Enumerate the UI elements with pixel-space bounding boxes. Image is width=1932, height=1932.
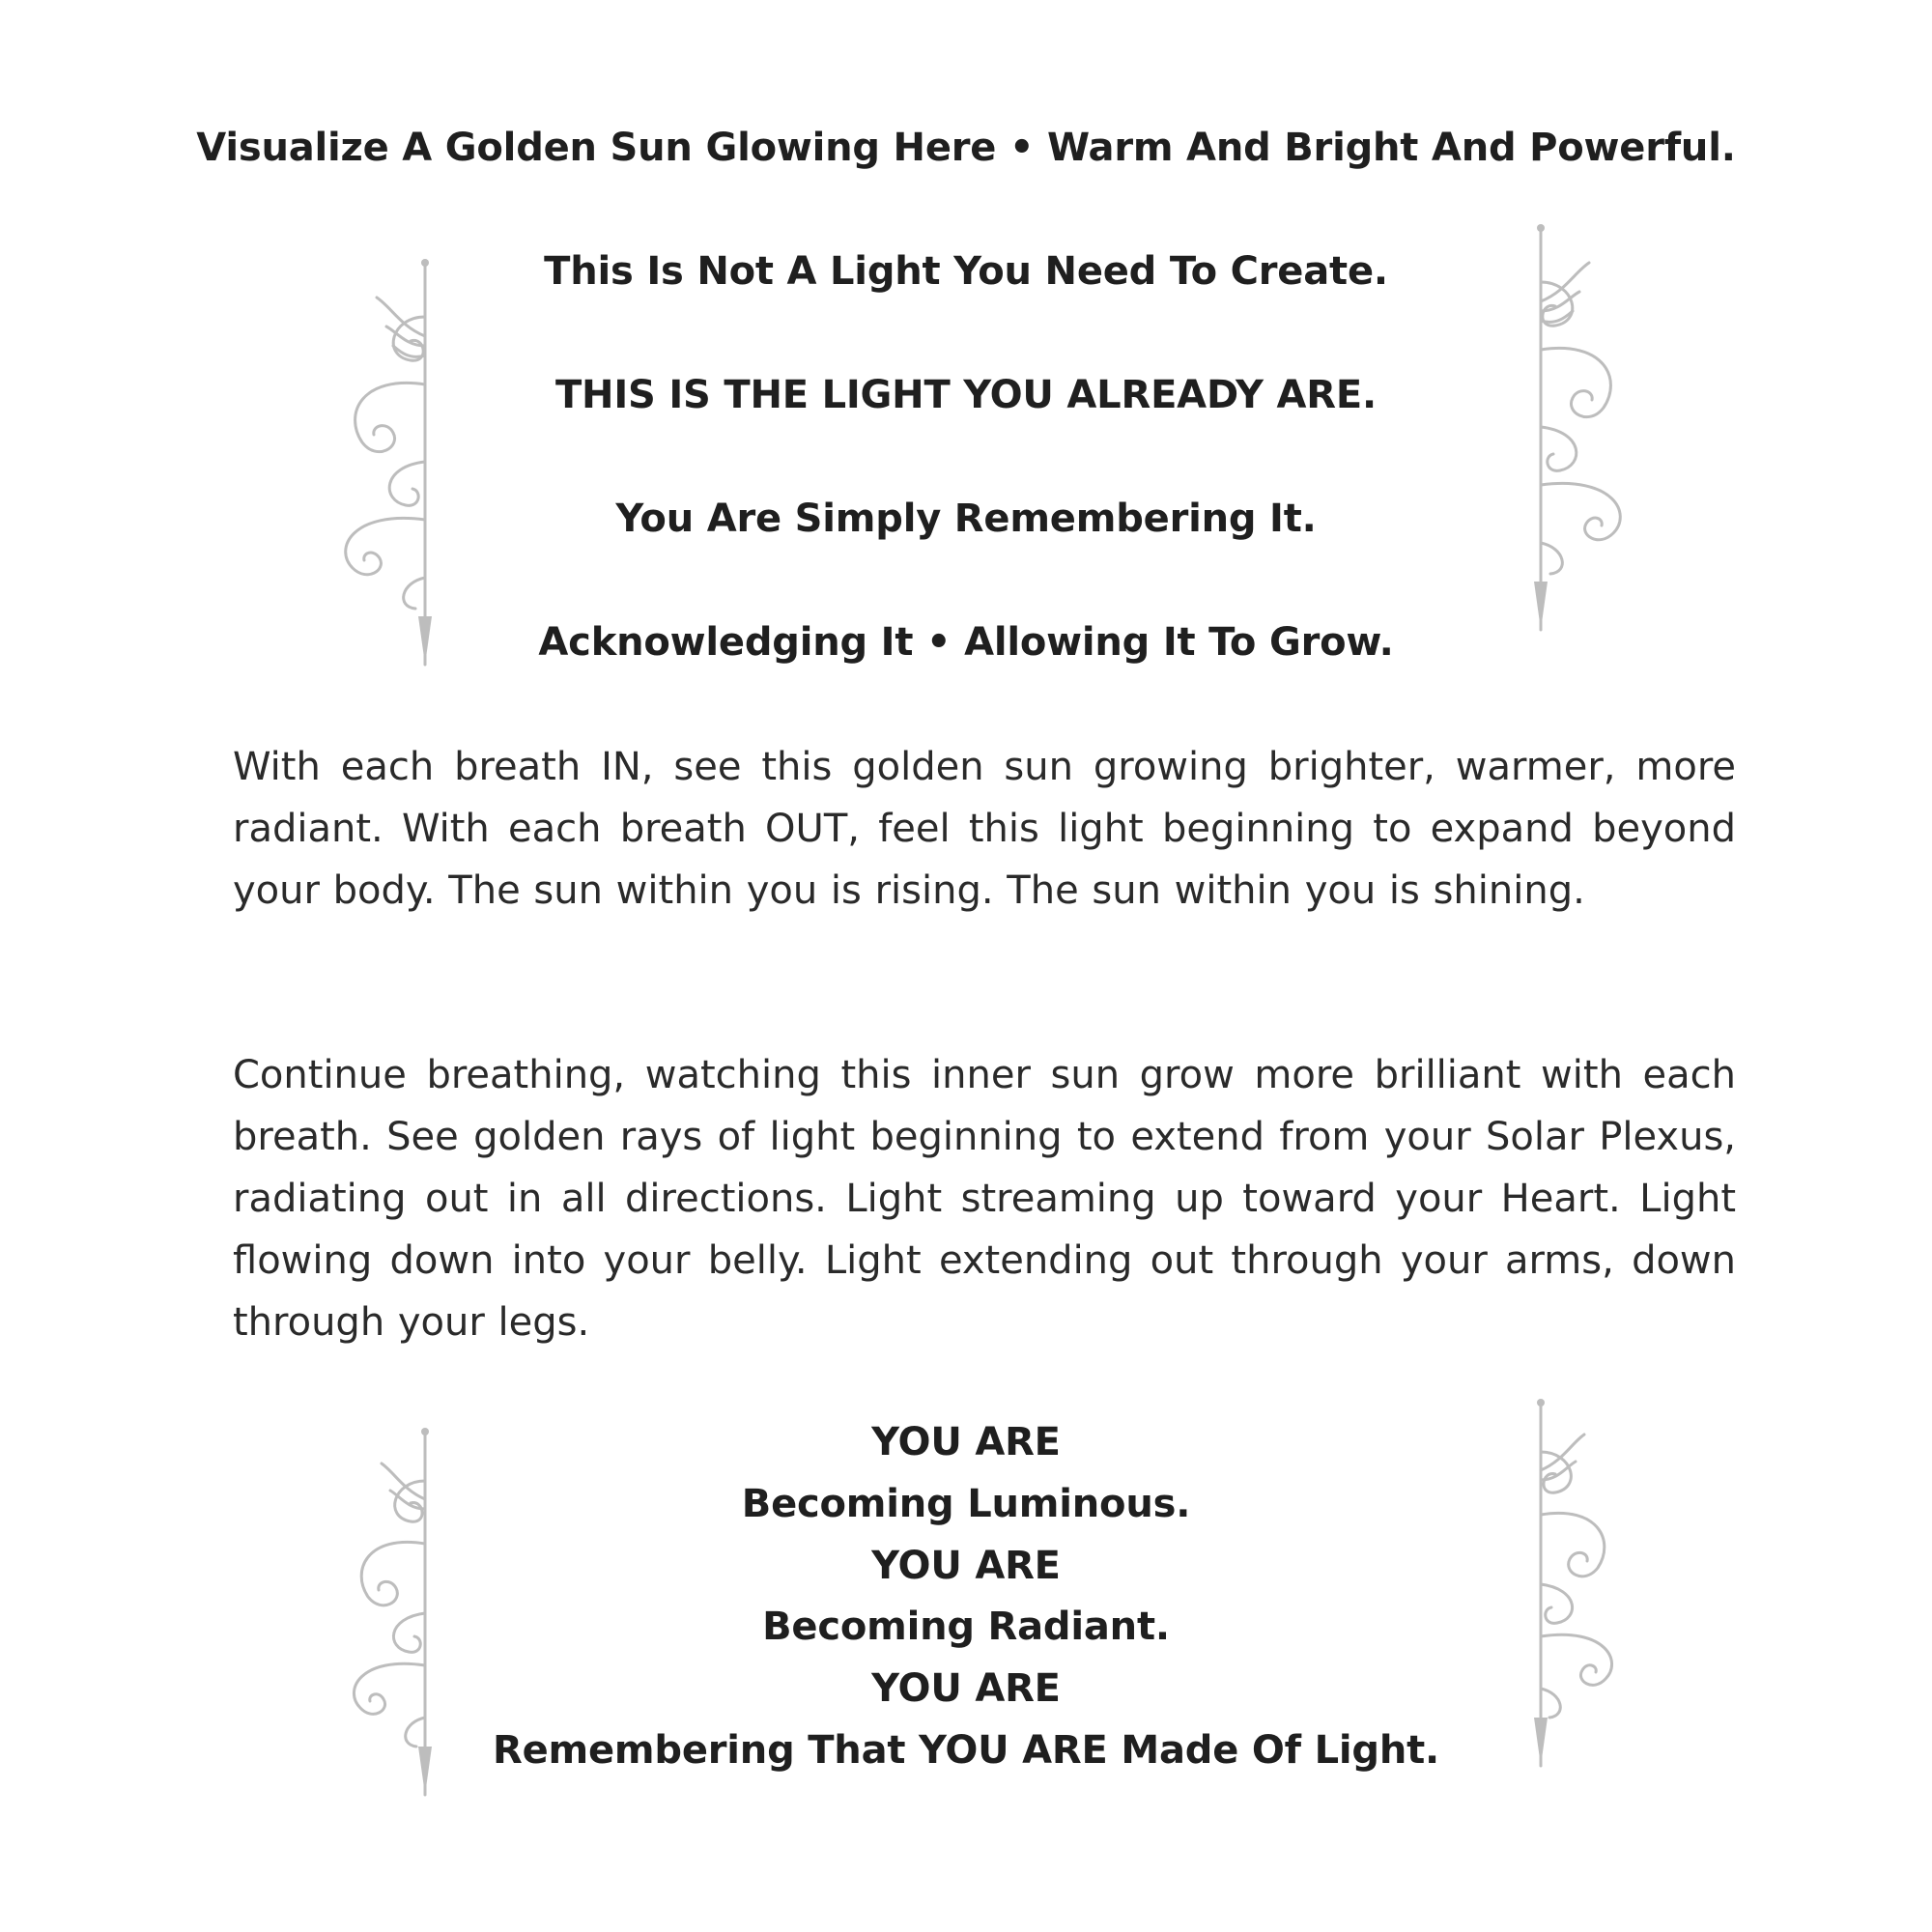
flourish-icon (1526, 224, 1642, 649)
flourish-icon (333, 1428, 449, 1814)
page-heading: Visualize A Golden Sun Glowing Here • Warm And Bright And Powerful. (196, 126, 1736, 170)
affirmation-line: Remembering That YOU ARE Made Of Light. (492, 1728, 1440, 1773)
affirmation-line: Becoming Luminous. (741, 1482, 1191, 1526)
affirmation-line: YOU ARE (871, 1544, 1061, 1588)
body-paragraph (233, 736, 1736, 922)
paragraph-text: With each breath IN, see this golden sun growing brighter, warmer, more radiant. With each breath OUT, feel this light beginning to expand beyond your body. The sun within you is rising. The sun within you is shining. (233, 745, 1736, 913)
affirmation-line: THIS IS THE LIGHT YOU ALREADY ARE. (554, 373, 1378, 417)
affirmation-line: You Are Simply Remembering It. (615, 497, 1317, 541)
affirmation-line: Becoming Radiant. (762, 1605, 1170, 1649)
flourish-icon (324, 259, 440, 684)
paragraph-text: Continue breathing, watching this inner sun grow more brilliant with each breath. See golden rays of light beginning to extend from your Solar Plexus, radiating out in all directions. Light streaming up toward your Heart. Light flowing down into your belly. Light extending out through your arms, down through your legs. (233, 1053, 1736, 1345)
affirmation-line: This Is Not A Light You Need To Create. (544, 249, 1388, 294)
affirmation-line: YOU ARE (871, 1420, 1061, 1464)
affirmation-line: YOU ARE (871, 1666, 1061, 1711)
body-paragraph (233, 1044, 1736, 1353)
flourish-icon (1526, 1399, 1642, 1785)
affirmation-line: Acknowledging It • Allowing It To Grow. (538, 620, 1394, 665)
